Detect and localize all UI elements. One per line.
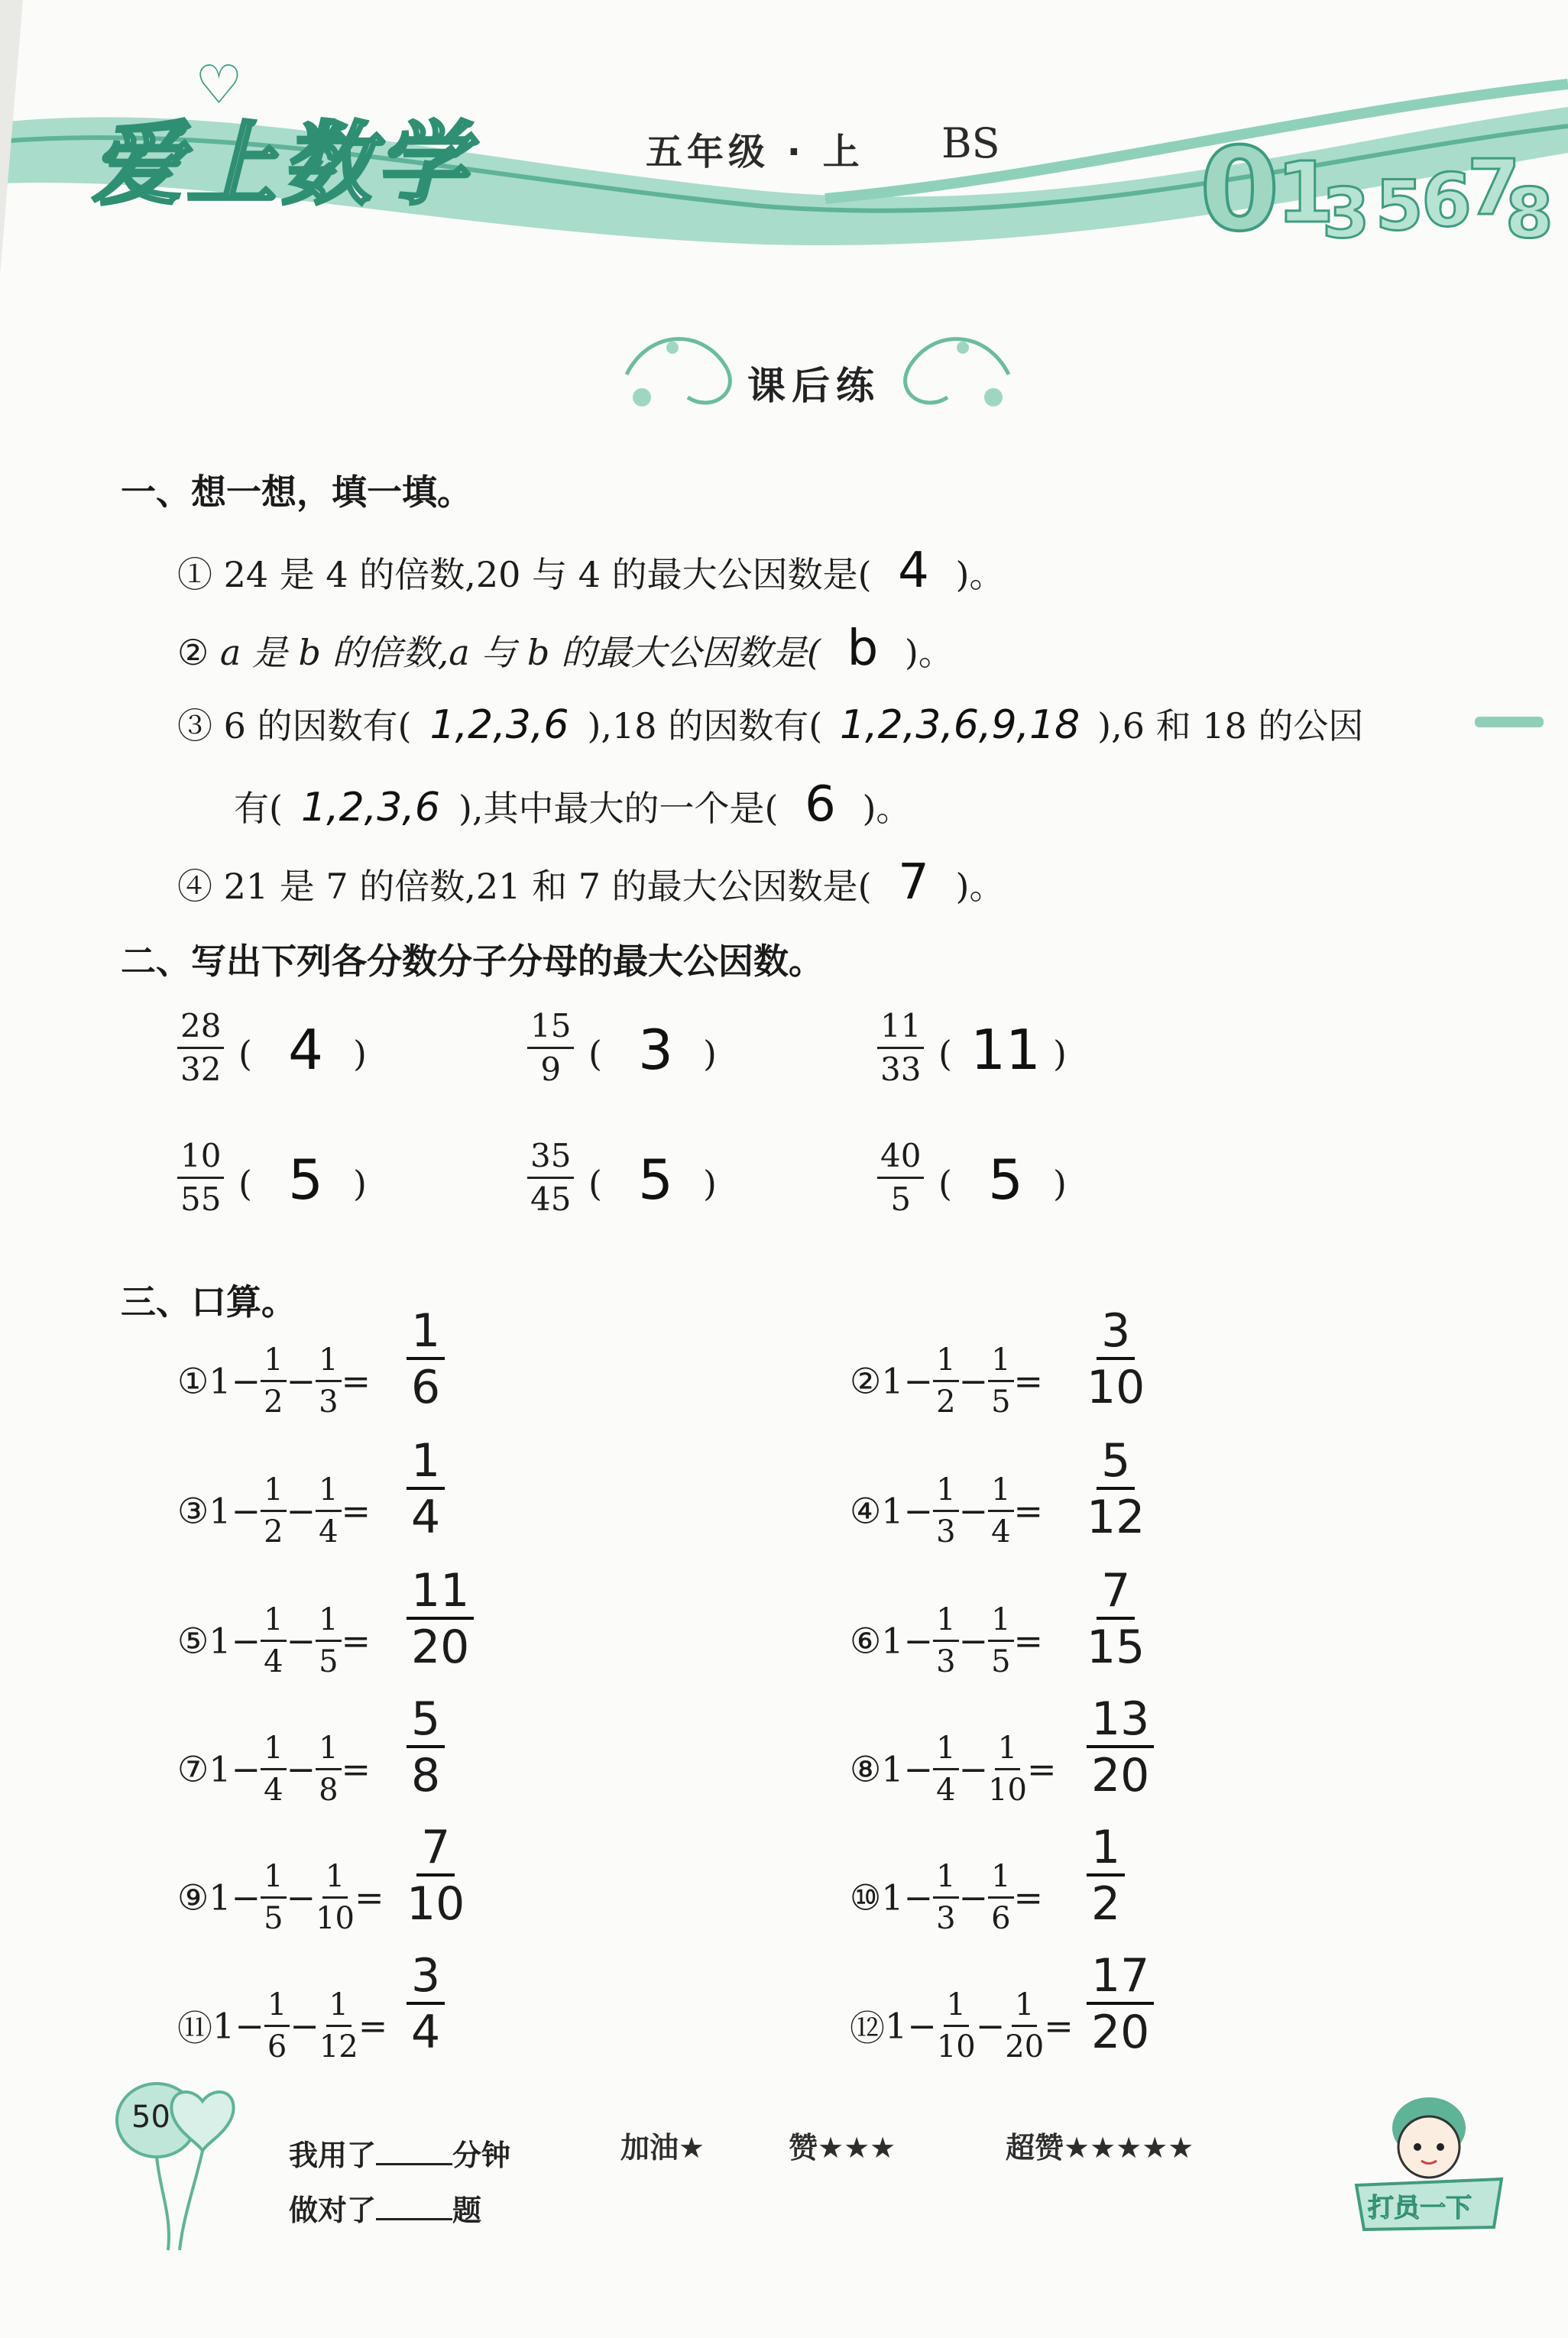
balloon-icon xyxy=(107,2078,260,2254)
item-label: ⑥ xyxy=(850,1620,882,1662)
minus-sign: − xyxy=(958,1360,989,1402)
fraction-denominator: 32 xyxy=(180,1051,222,1088)
rate-badge[interactable]: 打员一下 xyxy=(1368,2193,1472,2223)
fraction-numerator: 1 xyxy=(1012,1990,1037,2027)
sec3-expression xyxy=(850,1861,1043,1934)
sec2-fraction xyxy=(877,1137,924,1218)
fraction-denominator: 3 xyxy=(936,1644,956,1679)
minus-sign: − xyxy=(903,1360,934,1402)
sec2-title: 二、写出下列各分数分子分母的最大公因数。 xyxy=(121,941,824,982)
sec3-answer[interactable] xyxy=(407,1564,474,1674)
fraction xyxy=(988,1861,1013,1934)
fraction xyxy=(933,1342,958,1420)
answer-q4[interactable]: 7 xyxy=(898,854,929,911)
fraction xyxy=(316,1602,341,1679)
one-value: 1 xyxy=(881,1360,904,1402)
fraction-numerator: 1 xyxy=(933,1345,958,1382)
fraction xyxy=(261,1342,286,1420)
fraction xyxy=(988,1472,1013,1549)
fraction-denominator: 2 xyxy=(264,1384,283,1420)
one-value: 1 xyxy=(881,1490,904,1532)
fraction-numerator: 1 xyxy=(944,1990,969,2027)
answer-q3-c[interactable]: 1,2,3,6 xyxy=(300,785,440,831)
sec3-expression xyxy=(177,1861,384,1934)
minus-sign: − xyxy=(958,1490,989,1532)
answer-numerator: 13 xyxy=(1087,1696,1154,1748)
fraction-numerator: 1 xyxy=(988,1345,1013,1382)
fraction-numerator: 1 xyxy=(316,1475,341,1512)
paren-open: ( xyxy=(588,1033,602,1074)
sec3-expression xyxy=(177,1342,371,1420)
answer-q3-a[interactable]: 1,2,3,6 xyxy=(429,702,569,748)
one-value: 1 xyxy=(209,1490,232,1532)
sec2-fraction xyxy=(177,1137,224,1218)
answer-denominator: 8 xyxy=(411,1749,441,1802)
fraction-numerator: 1 xyxy=(988,1861,1013,1899)
answer-denominator: 20 xyxy=(1091,2006,1150,2059)
fraction-numerator: 1 xyxy=(261,1733,286,1770)
sec2-fraction xyxy=(177,1007,224,1088)
minus-sign: − xyxy=(231,1490,261,1532)
paren-open: ( xyxy=(938,1033,952,1074)
minus-sign: − xyxy=(286,1748,316,1790)
fraction xyxy=(988,1731,1027,1808)
fraction-denominator: 10 xyxy=(936,2029,976,2064)
grade-label: 五年级 · 上 xyxy=(646,131,864,173)
minus-sign: − xyxy=(290,2005,319,2047)
answer-q3-b[interactable]: 1,2,3,6,9,18 xyxy=(840,702,1080,748)
sec3-answer[interactable] xyxy=(407,1949,445,2059)
sec2-answer[interactable]: 5 xyxy=(288,1148,323,1212)
item-label: ⑧ xyxy=(850,1748,882,1790)
minus-sign: − xyxy=(903,1490,934,1532)
fraction-numerator: 1 xyxy=(316,1605,341,1642)
sec3-answer[interactable] xyxy=(1087,1304,1145,1414)
fraction-numerator: 28 xyxy=(177,1010,224,1049)
fraction-denominator: 5 xyxy=(264,1901,283,1936)
fraction-denominator: 33 xyxy=(880,1051,922,1088)
section-title: 课后练 xyxy=(747,364,880,408)
answer-numerator: 1 xyxy=(407,1308,445,1360)
paren-close: ) xyxy=(1053,1033,1067,1074)
answer-numerator: 5 xyxy=(407,1696,445,1748)
fraction-denominator: 3 xyxy=(936,1514,956,1549)
fraction xyxy=(316,1472,341,1549)
item-label: ① xyxy=(177,1360,209,1402)
sec1-q2: ② a 是 b 的倍数,a 与 b 的最大公因数是( b )。 xyxy=(177,620,954,677)
time-blank[interactable] xyxy=(376,2163,452,2165)
page-number: 50 xyxy=(131,2100,170,2135)
svg-text:7: 7 xyxy=(1467,143,1521,232)
minus-sign: − xyxy=(286,1877,316,1919)
answer-denominator: 4 xyxy=(411,1491,441,1544)
answer-numerator: 3 xyxy=(1097,1308,1135,1360)
fraction-denominator: 4 xyxy=(936,1773,956,1808)
fraction-denominator: 5 xyxy=(890,1180,912,1218)
one-value: 1 xyxy=(885,2005,908,2047)
correct-count: 做对了 题 xyxy=(289,2194,482,2227)
sec3-answer[interactable] xyxy=(1087,1692,1154,1802)
answer-q1[interactable]: 4 xyxy=(898,542,929,599)
sec3-answer[interactable] xyxy=(407,1434,445,1544)
minus-sign: − xyxy=(958,1877,989,1919)
item-label: ② xyxy=(850,1360,882,1402)
fraction-denominator: 5 xyxy=(991,1644,1011,1679)
svg-text:6: 6 xyxy=(1421,159,1472,243)
time-spent: 我用了 分钟 xyxy=(289,2139,511,2172)
fraction-denominator: 4 xyxy=(991,1514,1011,1549)
fraction xyxy=(316,1861,355,1934)
fraction-numerator: 1 xyxy=(316,1345,341,1382)
answer-denominator: 2 xyxy=(1091,1877,1121,1931)
sec3-answer[interactable] xyxy=(1087,1821,1125,1931)
svg-text:5: 5 xyxy=(1375,166,1424,246)
item-label: ③ xyxy=(177,1490,209,1532)
equals-sign: = xyxy=(1013,1877,1044,1919)
correct-blank[interactable] xyxy=(376,2218,452,2220)
sec3-expression xyxy=(177,1987,388,2064)
fraction-numerator: 1 xyxy=(261,1475,286,1512)
fraction-denominator: 10 xyxy=(316,1901,355,1936)
fraction-denominator: 45 xyxy=(530,1180,572,1218)
svg-text:8: 8 xyxy=(1505,173,1553,254)
fraction xyxy=(261,1472,286,1549)
sec2-fraction xyxy=(877,1007,924,1088)
fraction-numerator: 35 xyxy=(527,1140,574,1179)
fraction-denominator: 3 xyxy=(936,1901,956,1936)
fraction-numerator: 40 xyxy=(877,1140,924,1179)
heart-icon: ♡ xyxy=(195,53,243,116)
brand-logo: 爱上数学 xyxy=(92,111,471,217)
fraction xyxy=(936,1987,976,2064)
fraction-numerator: 11 xyxy=(877,1010,924,1049)
equals-sign: = xyxy=(1013,1360,1044,1402)
fraction-numerator: 1 xyxy=(316,1733,341,1770)
item-label: ⑪ xyxy=(177,2007,212,2049)
fraction-numerator: 10 xyxy=(177,1140,224,1179)
svg-text:1: 1 xyxy=(1276,144,1335,241)
fraction-denominator: 4 xyxy=(264,1644,283,1679)
sec1-q4: ④ 21 是 7 的倍数,21 和 7 的最大公因数是( 7 )。 xyxy=(177,854,1005,911)
sec2-answer[interactable]: 5 xyxy=(988,1148,1023,1212)
fraction-numerator: 1 xyxy=(933,1475,958,1512)
equals-sign: = xyxy=(1013,1490,1044,1532)
item-label: ⑤ xyxy=(177,1620,209,1662)
fraction-denominator: 2 xyxy=(936,1384,956,1420)
minus-sign: − xyxy=(286,1360,316,1402)
sec1-q3-line2: 有( 1,2,3,6 ),其中最大的一个是( 6 )。 xyxy=(234,776,912,833)
paren-open: ( xyxy=(238,1033,252,1074)
sec1-title: 一、想一想，填一填。 xyxy=(121,471,472,513)
answer-denominator: 10 xyxy=(407,1877,465,1931)
minus-sign: − xyxy=(903,1620,934,1662)
minus-sign: − xyxy=(231,1748,261,1790)
answer-denominator: 4 xyxy=(411,2006,441,2059)
sec3-title: 三、口算。 xyxy=(121,1281,296,1323)
item-label: ⑫ xyxy=(850,2007,885,2049)
fraction xyxy=(988,1342,1013,1420)
paren-close: ) xyxy=(353,1033,367,1074)
sec3-answer[interactable] xyxy=(407,1692,445,1802)
sec1-q1: ① 24 是 4 的倍数,20 与 4 的最大公因数是( 4 )。 xyxy=(177,542,1005,599)
answer-numerator: 5 xyxy=(1097,1438,1135,1490)
answer-numerator: 3 xyxy=(407,1953,445,2005)
sec3-expression xyxy=(850,1342,1044,1420)
one-value: 1 xyxy=(212,2005,235,2047)
paren-close: ) xyxy=(1053,1163,1067,1204)
equals-sign: = xyxy=(1026,1748,1057,1790)
fraction xyxy=(933,1472,958,1549)
sec2-answer[interactable]: 5 xyxy=(638,1148,673,1212)
answer-denominator: 6 xyxy=(411,1361,441,1414)
sec3-expression xyxy=(177,1731,371,1808)
fraction xyxy=(988,1602,1013,1679)
fraction-denominator: 20 xyxy=(1005,2029,1045,2064)
paren-open: ( xyxy=(588,1163,602,1204)
fraction-numerator: 1 xyxy=(261,1861,286,1899)
sec3-answer[interactable] xyxy=(407,1821,465,1931)
minus-sign: − xyxy=(231,1360,261,1402)
fraction-denominator: 5 xyxy=(991,1384,1011,1420)
one-value: 1 xyxy=(209,1620,232,1662)
fraction-denominator: 3 xyxy=(319,1384,339,1420)
fraction-numerator: 1 xyxy=(261,1345,286,1382)
fraction-denominator: 6 xyxy=(991,1901,1011,1936)
fraction-numerator: 1 xyxy=(933,1861,958,1899)
sec3-expression xyxy=(850,1602,1044,1679)
fraction-numerator: 1 xyxy=(261,1605,286,1642)
fraction-numerator: 1 xyxy=(264,1990,290,2027)
minus-sign: − xyxy=(235,2005,264,2047)
fraction-denominator: 4 xyxy=(319,1514,339,1549)
fraction xyxy=(261,1731,286,1808)
fraction xyxy=(316,1731,341,1808)
sec3-expression xyxy=(850,1731,1057,1808)
minus-sign: − xyxy=(958,1620,989,1662)
answer-denominator: 20 xyxy=(1091,1749,1150,1802)
fraction xyxy=(933,1861,958,1934)
minus-sign: − xyxy=(231,1877,261,1919)
fraction-denominator: 10 xyxy=(988,1773,1027,1808)
sec1-q3-line1: ③ 6 的因数有( 1,2,3,6 ),18 的因数有( 1,2,3,6,9,18 ),6 和 18 的公因 xyxy=(177,702,1364,748)
answer-numerator: 7 xyxy=(1097,1568,1135,1620)
fraction-denominator: 5 xyxy=(319,1644,339,1679)
item-label: ⑦ xyxy=(177,1748,209,1790)
fraction-denominator: 55 xyxy=(180,1180,222,1218)
one-value: 1 xyxy=(881,1620,904,1662)
sec2-answer[interactable]: 11 xyxy=(970,1018,1041,1082)
paren-close: ) xyxy=(703,1033,717,1074)
answer-numerator: 17 xyxy=(1087,1953,1154,2005)
minus-sign: − xyxy=(286,1620,316,1662)
fraction-denominator: 9 xyxy=(540,1051,562,1088)
one-value: 1 xyxy=(209,1748,232,1790)
sec3-answer[interactable] xyxy=(1087,1564,1145,1674)
sec3-answer[interactable] xyxy=(407,1304,445,1414)
sec2-answer[interactable]: 3 xyxy=(638,1018,673,1082)
item-label: ⑩ xyxy=(850,1877,882,1919)
minus-sign: − xyxy=(903,1877,934,1919)
minus-sign: − xyxy=(231,1620,261,1662)
sec2-answer[interactable]: 4 xyxy=(288,1018,323,1082)
equals-sign: = xyxy=(354,1877,384,1919)
fraction-denominator: 6 xyxy=(267,2029,287,2064)
fraction xyxy=(1005,1987,1045,2064)
sec3-answer[interactable] xyxy=(1087,1434,1145,1544)
equals-sign: = xyxy=(1044,2005,1074,2047)
one-value: 1 xyxy=(209,1360,232,1402)
fraction xyxy=(261,1602,286,1679)
fraction xyxy=(316,1342,341,1420)
sec2-fraction xyxy=(527,1007,574,1088)
equals-sign: = xyxy=(358,2005,388,2047)
minus-sign: − xyxy=(286,1490,316,1532)
fraction xyxy=(933,1731,958,1808)
item-label: ⑨ xyxy=(177,1877,209,1919)
fraction-denominator: 4 xyxy=(264,1773,283,1808)
equals-sign: = xyxy=(341,1748,371,1790)
paren-close: ) xyxy=(353,1163,367,1204)
minus-sign: − xyxy=(907,2005,937,2047)
minus-sign: − xyxy=(903,1748,934,1790)
fraction-denominator: 2 xyxy=(264,1514,283,1549)
minus-sign: − xyxy=(958,1748,989,1790)
item-label: ④ xyxy=(850,1490,882,1532)
edition-label: BS xyxy=(941,119,1000,167)
fraction-numerator: 1 xyxy=(933,1605,958,1642)
fraction-numerator: 15 xyxy=(527,1010,574,1049)
equals-sign: = xyxy=(1013,1620,1044,1662)
svg-text:0: 0 xyxy=(1200,124,1280,257)
fraction-numerator: 1 xyxy=(322,1861,348,1899)
one-value: 1 xyxy=(209,1877,232,1919)
answer-denominator: 10 xyxy=(1087,1361,1145,1414)
equals-sign: = xyxy=(341,1490,371,1532)
sec3-expression xyxy=(177,1602,371,1679)
fraction-denominator: 8 xyxy=(319,1773,339,1808)
one-value: 1 xyxy=(881,1748,904,1790)
digits-decoration-icon xyxy=(1192,107,1559,260)
fraction-numerator: 1 xyxy=(933,1733,958,1770)
svg-text:3: 3 xyxy=(1322,173,1370,254)
fraction xyxy=(319,1987,358,2064)
sec3-expression xyxy=(850,1472,1044,1549)
sec3-answer[interactable] xyxy=(1087,1949,1154,2059)
answer-numerator: 1 xyxy=(1087,1825,1125,1877)
rating-great[interactable]: 超赞★★★★★ xyxy=(1006,2131,1194,2165)
rating-good[interactable]: 赞★★★ xyxy=(789,2131,896,2165)
equals-sign: = xyxy=(341,1620,371,1662)
fraction-numerator: 1 xyxy=(326,1990,352,2027)
margin-tab xyxy=(1475,717,1544,727)
answer-q3-d[interactable]: 6 xyxy=(805,776,836,833)
fraction xyxy=(933,1602,958,1679)
sec3-expression xyxy=(850,1987,1074,2064)
answer-denominator: 12 xyxy=(1087,1491,1145,1544)
fraction xyxy=(264,1987,290,2064)
answer-denominator: 20 xyxy=(411,1621,470,1674)
minus-sign: − xyxy=(975,2005,1006,2047)
answer-q2[interactable]: b xyxy=(847,620,879,677)
sec3-expression xyxy=(177,1472,371,1549)
sec2-fraction xyxy=(527,1137,574,1218)
paren-open: ( xyxy=(238,1163,252,1204)
one-value: 1 xyxy=(881,1877,904,1919)
fraction-numerator: 1 xyxy=(995,1733,1020,1770)
answer-numerator: 7 xyxy=(416,1825,455,1877)
equals-sign: = xyxy=(341,1360,371,1402)
answer-numerator: 11 xyxy=(407,1568,474,1620)
fraction-denominator: 12 xyxy=(319,2029,358,2064)
paren-close: ) xyxy=(703,1163,717,1204)
answer-numerator: 1 xyxy=(407,1438,445,1490)
rating-keep-going[interactable]: 加油★ xyxy=(620,2131,705,2165)
fraction xyxy=(261,1861,286,1934)
paren-open: ( xyxy=(938,1163,952,1204)
answer-denominator: 15 xyxy=(1087,1621,1145,1674)
fraction-numerator: 1 xyxy=(988,1605,1013,1642)
fraction-numerator: 1 xyxy=(988,1475,1013,1512)
